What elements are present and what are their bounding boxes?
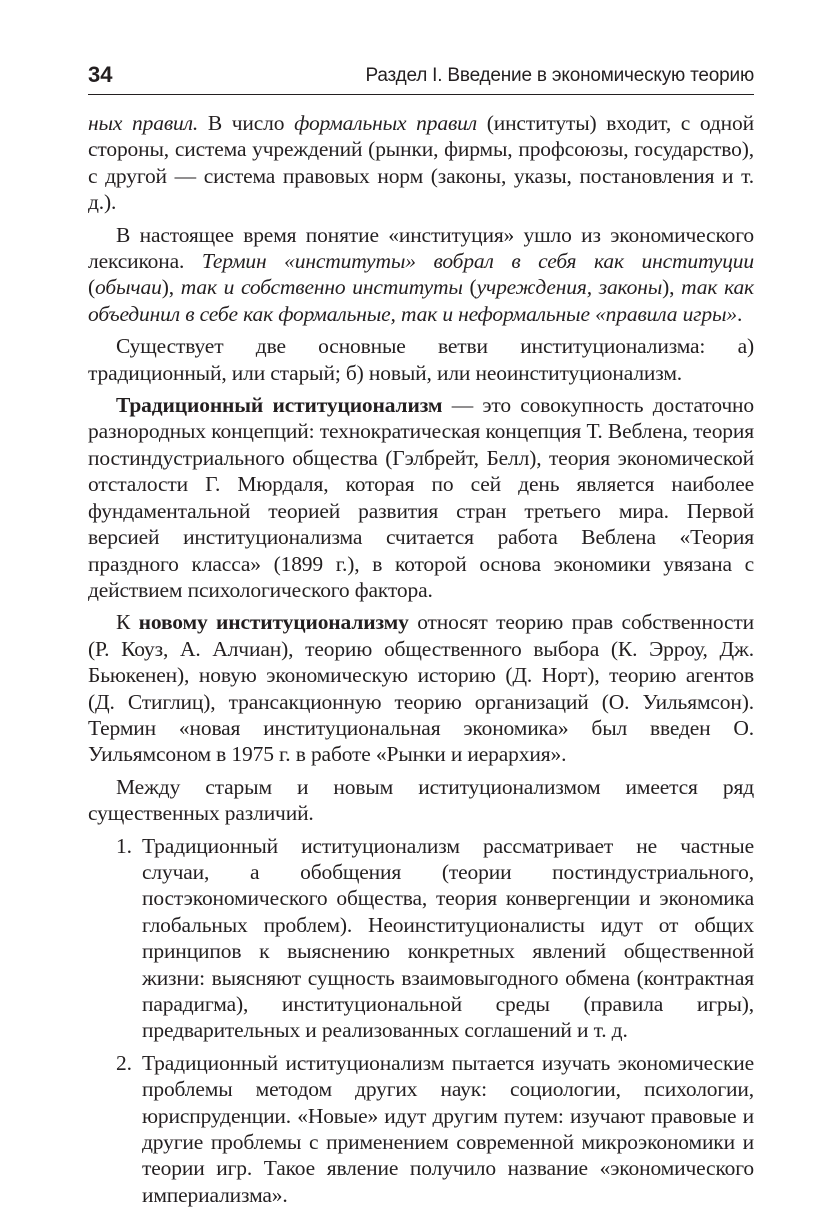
text-run: К (116, 610, 139, 635)
bold-term: Традиционный иституционализм (116, 393, 443, 418)
text-run: относят теорию прав собственности (Р. Коуз, А. Алчиан), теорию общественного выбора (К. Эрроу, Дж. Бьюкенен), новую экономическую историю (Д. Норт), теорию агентов (Д. Стиглиц), трансакционную теорию организаций (О. Уильямсон). Термин «новая институциональная экономика» был введен О. Уильямсоном в 1975 г. в работе «Рынки и иерархия». (88, 610, 754, 767)
italic-phrase: обычаи (95, 275, 162, 300)
text-run: — это совокупность достаточно разнородных концепций: технократическая концепция Т. Веблена, теория постиндустриального общества (Гэлбрейт, Белл), теория экономической отсталости Г. Мюрдаля, которая по сей день является наиболее фундаментальной теорией развития стран третьего мира. Первой версией институционализма считается работа Веблена «Теория праздного класса» (1899 г.), в которой основа экономики увязана с действием психологического фактора. (88, 393, 754, 602)
list-item (88, 833, 754, 1044)
text-run: ), (662, 275, 682, 300)
bold-term: новому институционализму (138, 610, 409, 635)
page-header (88, 62, 754, 95)
paragraph-traditional (88, 392, 754, 603)
italic-phrase: формальных правил (294, 111, 477, 135)
list-text: Традиционный иституционализм рассматривает не частные случаи, а обобщения (теории постиндустриального, постэкономического общества, теория конвергенции и экономика глобальных проблем). Неоинституционалисты идут от общих принципов к выяснению конкретных явлений общественной жизни: выясняют сущность взаимовыгодного обмена (контрактная парадигма), институциональной среды (правила игры), предварительных и реализованных соглашений и т. д. (142, 833, 754, 1043)
text-run: . (737, 301, 743, 326)
paragraph-branches: Существует две основные ветви институционализма: а) традиционный, или старый; б) новый, или неоинституционализм. (88, 334, 754, 385)
list-text: Традиционный иституционализм пытается изучать экономические проблемы методом других наук: социологии, психологии, юриспруденции. «Новые» идут другим путем: изучают правовые и другие проблемы с применением современной микроэкономики и теории игр. Такое явление получило название «экономического империализма». (142, 1050, 754, 1207)
page-number: 34 (88, 62, 113, 87)
text-run: ), (161, 275, 181, 300)
italic-phrase: так как объединил в себе как формальные, так и неформальные «правила игры» (88, 275, 754, 326)
running-head: Раздел I. Введение в экономическую теорию (365, 65, 754, 86)
paragraph-differences: Между старым и новым иституционализмом имеется ряд существенных различий. (88, 774, 754, 826)
italic-phrase: так и собственно институты (180, 275, 463, 300)
body-text (88, 110, 754, 1214)
text-run: В настоящее время понятие «институция» ушло из экономического лексикона. (88, 222, 754, 274)
text-run: ( (88, 275, 96, 300)
italic-phrase: ных правил. (88, 111, 199, 135)
differences-list (88, 833, 754, 1209)
paragraph-institution-term (88, 222, 754, 328)
italic-phrase: учреждения, законы (476, 275, 663, 300)
text-run: В число (198, 111, 295, 135)
paragraph-continuation (88, 110, 754, 216)
list-number: 2. (116, 1050, 132, 1075)
italic-phrase: Термин «институты» вобрал в себя как институции (201, 249, 754, 274)
text-run: ( (462, 275, 477, 300)
list-item (88, 1050, 754, 1208)
list-number: 1. (116, 833, 132, 858)
paragraph-new (88, 609, 754, 767)
text-run: (институты) входит, с одной стороны, система учреждений (рынки, фирмы, профсоюзы, государство), с другой — система правовых норм (законы, указы, постановления и т. д.). (88, 111, 754, 215)
